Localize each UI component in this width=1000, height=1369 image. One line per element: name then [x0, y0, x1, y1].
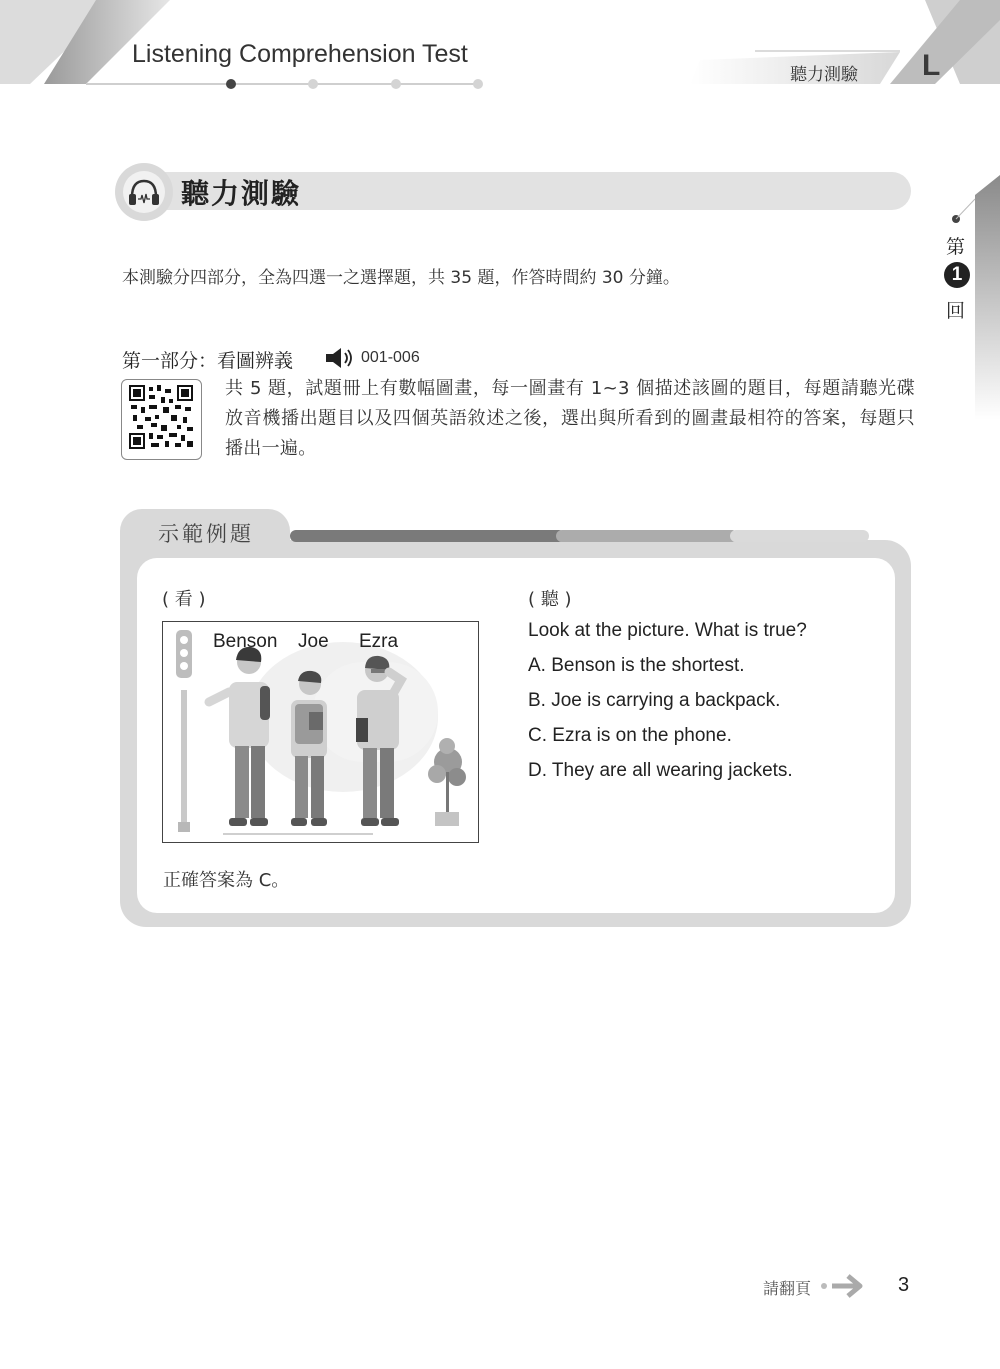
side-tab-number: 1: [944, 262, 970, 288]
look-label: ( 看 ): [162, 589, 206, 610]
part1-description: 共 5 題，試題冊上有數幅圖畫，每一圖畫有 1~3 個描述該圖的題目，每題請聽光碟放音機播出題目以及四個英語敘述之後，選出與所看到的圖畫最相符的答案，每題只播出一遍。: [225, 378, 915, 459]
option-d: D. They are all wearing jackets.: [528, 760, 793, 781]
side-tab-prefix: 第: [946, 236, 966, 258]
progress-bar-dark: [290, 530, 565, 542]
picture-illustration: [163, 622, 478, 842]
example-question: Look at the picture. What is true?: [528, 620, 807, 641]
picture-name-benson: Benson: [213, 631, 278, 652]
option-c: C. Ezra is on the phone.: [528, 725, 732, 746]
arrow-right-icon: [818, 1271, 868, 1301]
picture-name-joe: Joe: [298, 631, 329, 652]
speaker-icon: [325, 347, 357, 369]
audio-track-number: 001-006: [361, 349, 420, 366]
example-picture: [162, 621, 479, 843]
turn-page-label: 請翻頁: [763, 1279, 812, 1298]
qr-code-icon[interactable]: [129, 385, 193, 449]
option-b: B. Joe is carrying a backpack.: [528, 690, 781, 711]
listen-label: ( 聽 ): [528, 589, 572, 610]
side-tab-suffix: 回: [946, 300, 966, 322]
header-section-label: 聽力測驗: [790, 65, 858, 85]
header-title: Listening Comprehension Test: [132, 40, 468, 68]
header-letter: L: [922, 49, 941, 82]
section-title: 聽力測驗: [181, 177, 302, 210]
part1-heading: 第一部分：看圖辨義: [122, 350, 294, 372]
headphones-icon: [127, 177, 161, 207]
example-tab-label: 示範例題: [158, 522, 254, 546]
option-a: A. Benson is the shortest.: [528, 655, 745, 676]
picture-name-ezra: Ezra: [359, 631, 399, 652]
section-intro: 本測驗分四部分，全為四選一之選擇題，共 35 題，作答時間約 30 分鐘。: [122, 268, 680, 288]
page-number: 3: [898, 1274, 910, 1296]
progress-bar-mid: [556, 530, 738, 542]
progress-bar-light: [730, 530, 869, 542]
example-answer: 正確答案為 C。: [163, 870, 290, 891]
